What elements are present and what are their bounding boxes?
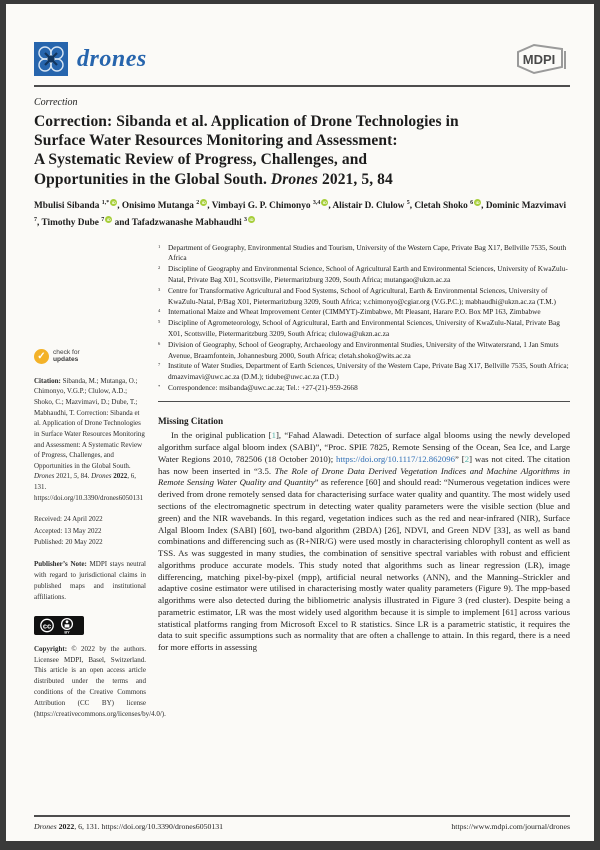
affiliation-item: $^1$ Department of Geography, Environmental Studies and Tourism, University of the Western Cape, Private Bag X17, Bellville 7535, South Africa (158, 242, 567, 263)
published-date: Published: 20 May 2022 (34, 537, 103, 546)
section-heading: Missing Citation (158, 416, 224, 427)
header (34, 42, 570, 76)
page-footer (34, 815, 570, 831)
publisher-note: Publisher’s Note: MDPI stays neutral with regard to jurisdictional claims in published maps and institutional affiliations. (34, 560, 146, 601)
main-column (158, 243, 570, 816)
orcid-icon[interactable]: iD (322, 199, 327, 205)
drone-logo-icon (34, 42, 68, 76)
check-for-updates-badge[interactable] (34, 349, 146, 364)
svg-text:MDPI: MDPI (522, 52, 556, 67)
affiliation-item: $^4$ International Maize and Wheat Improvement Center (CIMMYT)-Zimbabwe, Mt Pleasant, Harare P.O. Box MP 163, Zimbabwe (158, 307, 541, 317)
body-paragraph: In the original publication [1], “Fahad Alawadi. Detection of surface algal blooms using the newly developed algorithm surface algal bloom index (SABI)”, “Proc. SPIE 7825, Remote Sensing of the Ocean, Sea Ice, and Large Water Regions 2010, 782506 (18 October 2010); https://doi.org/10.1117/12.862096” [2] was not cited. The citation has now been inserted in “3.5. The Role of Drone Data Derived Vegetation Indices and Machine Algorithms in Remote Sensing Water Quality and Quantity” as reference [60] and should read: “Numerous vegetation indices were derived from drone remotely sensed data for characterising surface water quality and quantity. The most widely used sections of the electromagnetic spectrum in detecting water quality parameters were the visible section (blue and green) and the NIR wavebands. In this regard, vegetation indices such as the red and near-infrared (NIR), Surface Algal Bloom Index (SABI) [60], two-band algorithm (2BDA) [26], NDVI, and Green NDV [33], as well as band combinations and differencing such as (R+NIR/G) were used mostly in characterising chlorophyll content as well as TSS. As was suggested in many studies, the combination of sensitive spectral variables with robust and efficient algorithms produce accurate models. This study noted that algorithms such as linear regression (LR), image differencing, matching pixel-by-pixel (mpp), artificial neural networks (ANN), and the Manning–Strickler and adaptive cosine estimator were utilised in characterising mostly water quality parameters (Figure 9). The mpp-based algorithms were also detected during the bibliometric analysis illustrated in Figure 3 (red cluster). Despite being a parametric estimator, LR was the most widely used algorithm because it is simple to implement [61] across various statistical platforms ranging from Microsoft Excel to R statistics. Since LR is a parametric statistic, it requires the data to suit specific assumptions such as normality that are often a challenge to attain. In this regard, there is a need for more efforts in assessing (158, 430, 571, 653)
svg-text:BY: BY (64, 630, 70, 635)
reference-link[interactable]: 2 (464, 453, 470, 464)
affiliation-item: $^5$ Discipline of Agrometeorology, School of Agricultural, Earth and Environmental Sciences, University of KwaZulu-Natal, Private Bag X01, Scottsville, Pietermaritzburg 3209, South Africa; clulowa@ukzn.ac.za (158, 318, 560, 339)
article-type-label: Correction (34, 97, 78, 108)
affiliation-item: $^7$ Institute of Water Studies, Department of Earth Sciences, University of the Western Cape, Private Bag X17, Bellville 7535, South Africa; dmazvimavi@uwc.ac.za (D.M.); tidube@uwc.ac.za (T.D.) (158, 361, 569, 382)
orcid-icon[interactable]: iD (106, 216, 111, 222)
journal-name: drones (77, 45, 147, 72)
affiliation-item: $^2$ Discipline of Geography and Environmental Science, School of Agricultural Earth and Environmental Sciences, University of KwaZulu-Natal, Private Bag X01, Scottsville, Pietermaritzburg 3209, South Africa; mutangao@ukzn.ac.za (158, 264, 568, 285)
check-for-updates-label: check for updates (53, 348, 80, 364)
sidebar (34, 243, 166, 816)
title-line: Surface Water Resources Monitoring and Assessment: (34, 132, 398, 150)
correspondence-item: * Correspondence: msibanda@uwc.ac.za; Tel.: +27-(21)-959-2668 (158, 383, 358, 393)
citation-label: Citation: (34, 376, 61, 385)
author: Alistair D. Clulow $^5$, (332, 199, 415, 211)
orcid-icon[interactable]: iD (111, 199, 116, 205)
journal-logo[interactable] (34, 42, 147, 76)
received-date: Received: 24 April 2022 (34, 515, 103, 524)
author: Mbulisi Sibanda $^{1,*}$ iD , (34, 199, 122, 211)
copyright-block: Copyright: © 2022 by the authors. Licensee MDPI, Basel, Switzerland. This article is an open access article distributed under the terms and conditions of the Creative Commons Attribution (CC BY) license (https://creativecommons.org/licenses/by/4.0/). (34, 644, 166, 718)
citation-block: Citation: Sibanda, M.; Mutanga, O.; Chimonyo, V.G.P.; Clulow, A.D.; Shoko, C.; Mazvimavi, D.; Dube, T.; Mabhaudhi, T. Correction: Sibanda et al. Application of Drone Technologies in Surface Water Resources Monitoring and Assessment: A Systematic Review of Progress, Challenges, and Opportunities in the Global South. Drones 2021, 5, 84. Drones 2022, 6, 131. https://doi.org/10.3390/drones6050131 (34, 376, 145, 502)
affiliation-item: $^6$ Division of Geography, School of Geography, Archaeology and Environmental Studies, University of the Witwatersrand, 1 Jan Smuts Avenue, Braamfontein, Johannesburg 2000, South Africa; cletah.shoko@wits.ac.za (158, 339, 559, 360)
author: Timothy Dube $^7$ iD and (41, 216, 132, 228)
title-line: Opportunities in the Global South. Drones 2021, 5, 84 (34, 170, 393, 188)
doi-link[interactable]: https://doi.org/10.1117/12.862096 (336, 453, 456, 464)
footer-journal-url[interactable]: https://www.mdpi.com/journal/drones (451, 822, 570, 831)
author-list (34, 198, 570, 232)
history-dates (34, 514, 146, 548)
orcid-icon[interactable]: iD (249, 216, 254, 222)
page (6, 4, 594, 841)
author: Cletah Shoko $^6$ iD , (414, 199, 486, 211)
reference-link[interactable]: 1 (271, 430, 276, 441)
title-line: A Systematic Review of Progress, Challenges, and (34, 151, 368, 169)
header-divider (34, 85, 570, 87)
section-divider (158, 401, 570, 403)
article-title (34, 112, 570, 189)
title-line: Correction: Sibanda et al. Application of Drone Technologies in (34, 113, 459, 130)
svg-text:cc: cc (42, 620, 52, 630)
orcid-icon[interactable]: iD (201, 199, 206, 205)
author: Vimbayi G. P. Chimonyo $^{3,4}$ iD , (211, 199, 333, 211)
affiliations (158, 243, 570, 394)
affiliation-item: $^3$ Centre for Transformative Agricultural and Food Systems, School of Agricultural, Earth & Environmental Sciences, University of KwaZulu-Natal, P/Bag X01, Pietermaritzburg 3209, South Africa; v.chimonyo@cgiar.org (V.G.P.C.); mabhaudhi@ukzn.ac.za (T.M.) (158, 285, 556, 306)
author: Dominic Mazvimavi $^7$, (34, 200, 567, 228)
check-icon: ✓ (34, 349, 49, 364)
cc-by-license-icon[interactable] (34, 616, 84, 635)
accepted-date: Accepted: 13 May 2022 (34, 526, 102, 535)
citation-doi-link[interactable]: https://doi.org/10.3390/drones6050131 (34, 493, 144, 502)
mdpi-logo[interactable] (512, 43, 570, 75)
author: Onisimo Mutanga $^2$ iD , (121, 199, 212, 211)
orcid-icon[interactable]: iD (475, 199, 480, 205)
author: Tafadzwanashe Mabhaudhi $^3$ iD (131, 216, 254, 228)
title-journal-name: Drones (270, 170, 319, 188)
footer-citation: Drones 2022, 6, 131. https://doi.org/10.3390/drones6050131 (34, 822, 224, 831)
